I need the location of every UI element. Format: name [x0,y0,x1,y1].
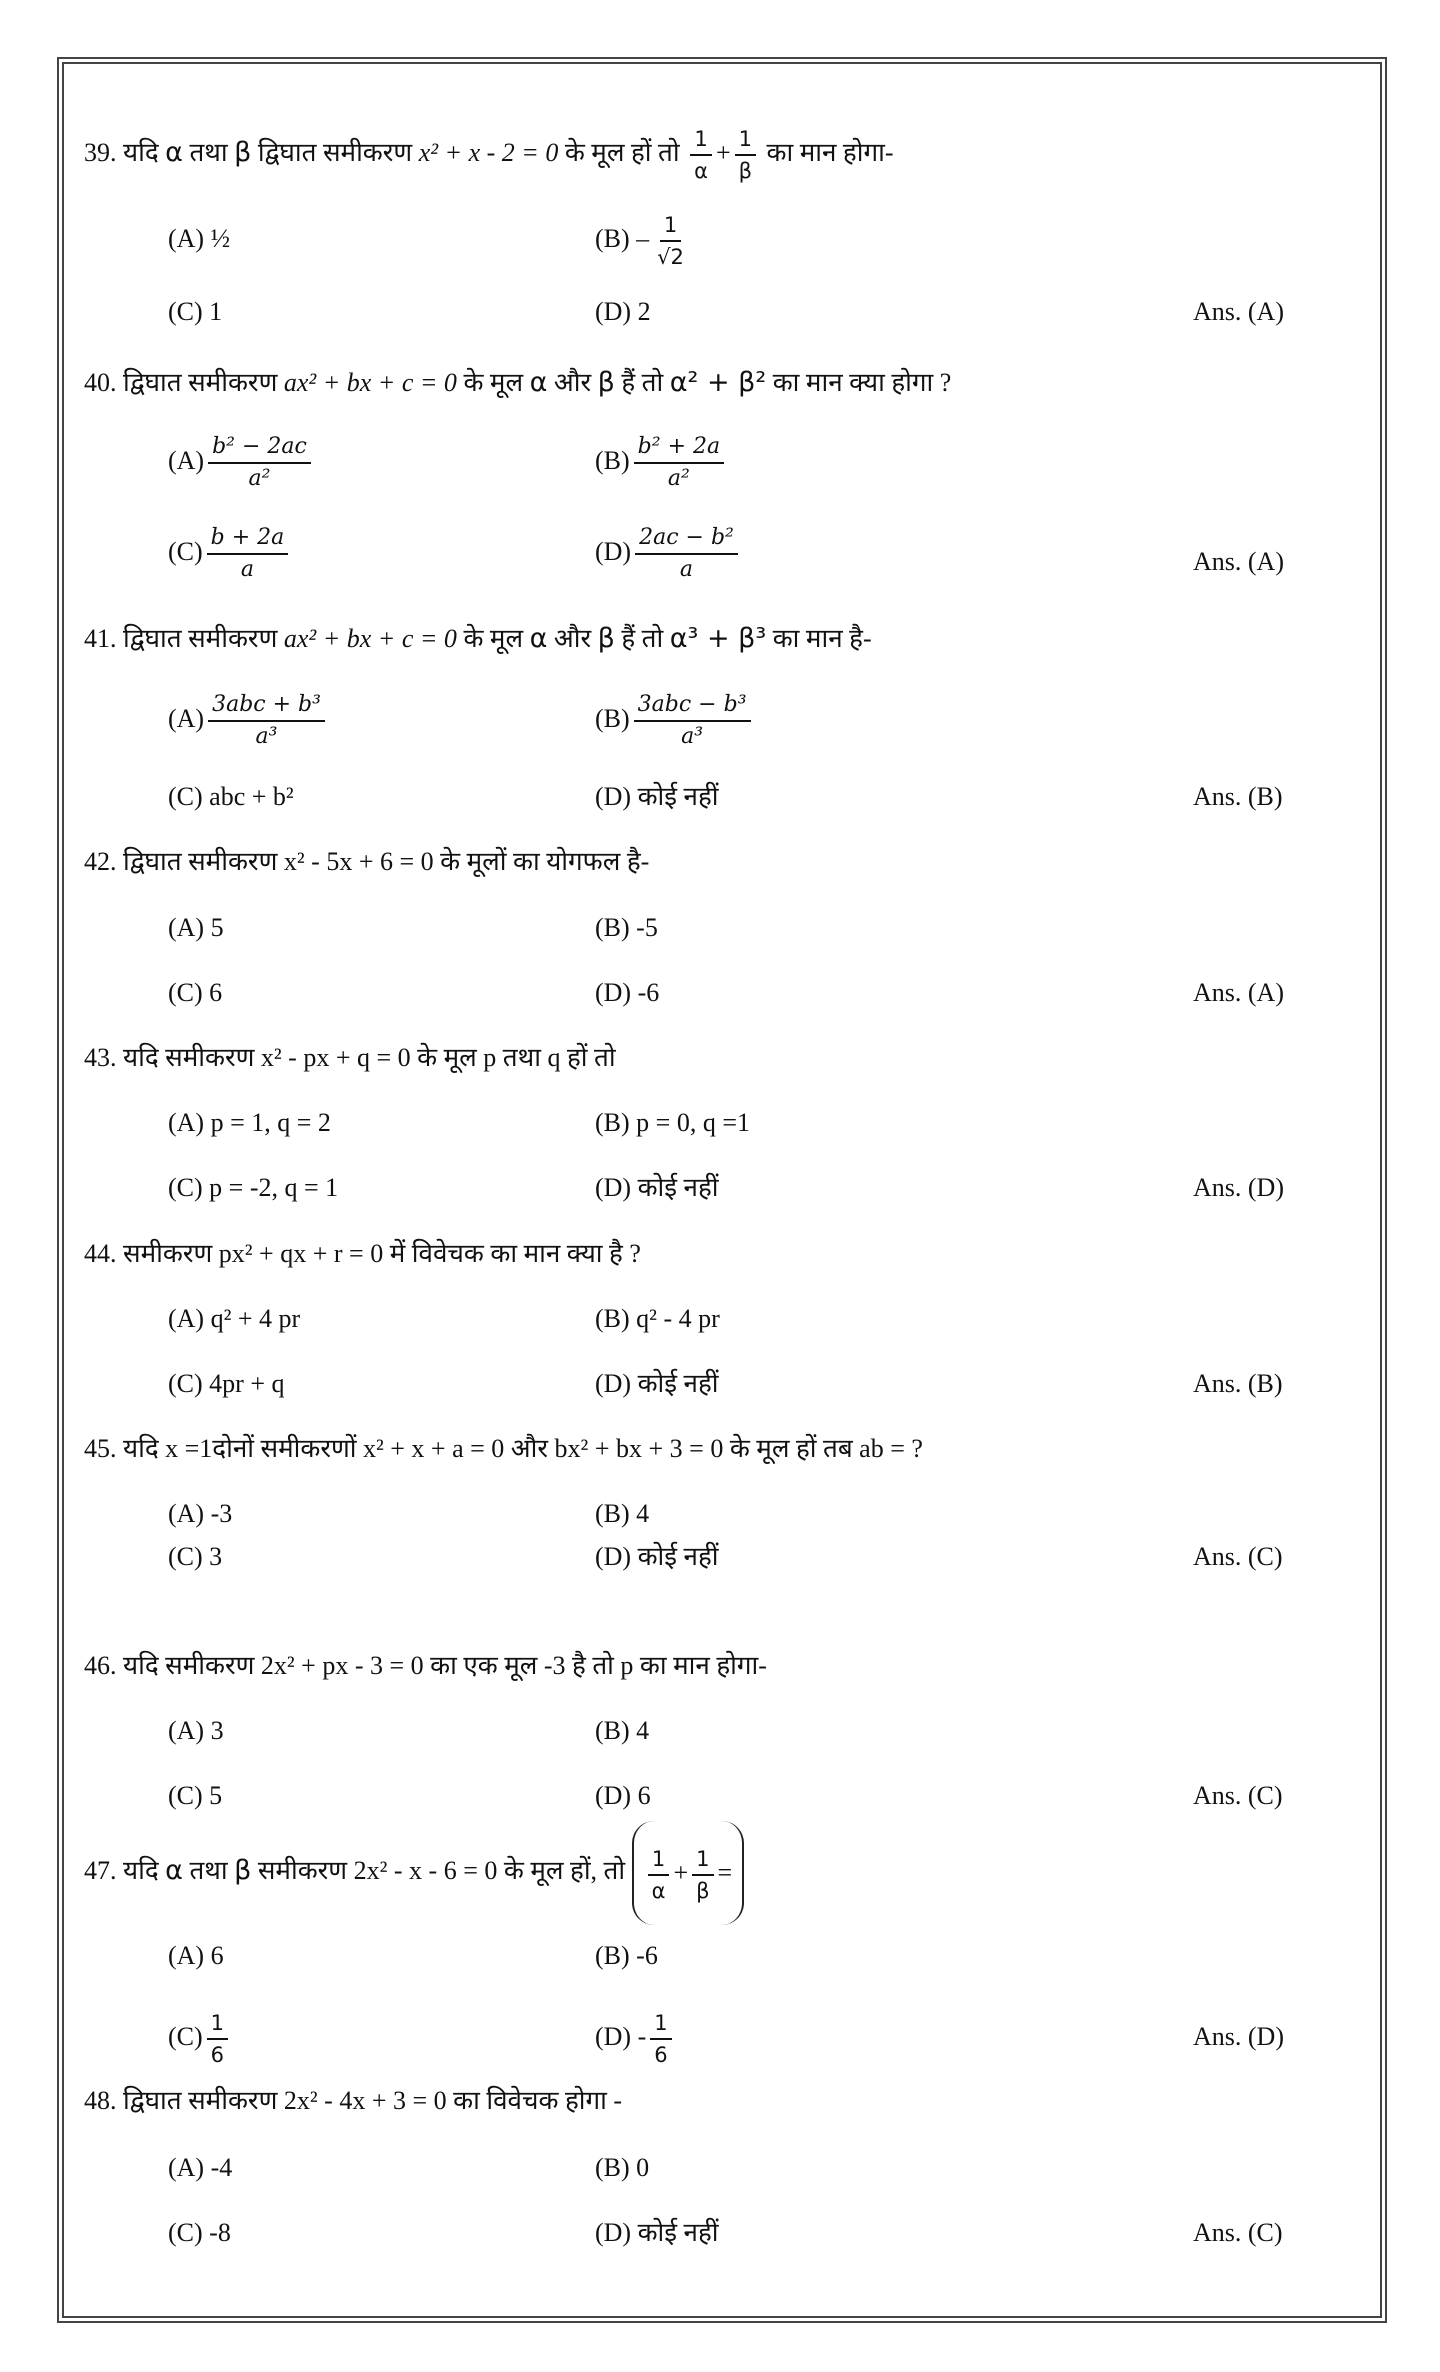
fraction: $\frac{1}{\alpha}$ [648,1846,670,1904]
parenthesized-expression: $\frac{1}{\alpha}$ + $\frac{1}{\beta}$ = [632,1821,745,1925]
question-text: यदि [123,1856,159,1885]
option-d: (D) - $\frac{1}{6}$ [595,2010,676,2068]
question-number: 44. [84,1239,117,1268]
beta-symbol: β [597,367,615,398]
question-number: 42. [84,847,117,876]
option-c: (C) 6 [168,978,223,1007]
fraction: $\frac{1}{√2}$ [657,213,684,269]
option-a: (A) $\frac{\text{3abc + b³}}{\text{a³}}$ [168,692,329,750]
question-text: यदि समीकरण x² - px + q = 0 के मूल p तथा q हों तो [123,1043,616,1072]
question-text: यदि [123,137,159,167]
question-46 [84,1649,767,1683]
option-d: (D) 6 [595,1781,651,1810]
answer-label: Ans. (A) [1193,297,1284,326]
option-b: (B) 0 [595,2153,650,2182]
option-c: (C) 1 [168,297,223,326]
fraction: $\frac{1}{\beta}$ [692,1846,713,1904]
option-b: (B) -5 [595,913,658,942]
alpha-symbol: α [529,623,548,654]
option-d: (D) कोई नहीं [595,782,719,811]
fraction: $\frac{1}{\beta}$ [735,126,756,184]
option-a: (A) ½ [168,224,231,253]
option-c: (C) $\frac{b + 2a}{a}$ [168,525,292,583]
question-text: के मूल [463,368,524,397]
option-c: (C) -8 [168,2218,231,2247]
fraction: $\frac{\text{2ac − b²}}{a}$ [635,525,738,583]
option-b: (B) 4 [595,1716,650,1745]
question-40 [84,366,951,400]
option-b: (B) $\frac{\text{b² + 2a}}{\text{a²}}$ [595,434,728,492]
option-a: (A) 5 [168,913,224,942]
fraction: $\frac{1}{6}$ [650,2010,671,2068]
alpha-symbol: α [165,1855,183,1886]
question-text: समीकरण 2x² - x - 6 = 0 के मूल हों, तो [257,1856,626,1885]
question-text: तथा [189,1856,228,1885]
option-b: (B) p = 0, q =1 [595,1108,750,1137]
option-a: (A) -3 [168,1499,233,1528]
option-c: (C) 3 [168,1542,223,1571]
expression: α² + β² [669,367,767,398]
question-text: तथा [189,137,228,167]
question-number: 41. [84,624,117,653]
fraction: $\frac{\text{b² + 2a}}{\text{a²}}$ [634,434,724,492]
option-a: (A) p = 1, q = 2 [168,1108,331,1137]
answer-label: Ans. (B) [1193,1369,1283,1398]
fraction: $\frac{\text{3abc − b³}}{\text{a³}}$ [634,692,751,750]
option-b: (B) -6 [595,1941,658,1970]
question-text: का मान क्या होगा ? [772,368,952,397]
question-text: द्विघात समीकरण [123,624,278,653]
beta-symbol: β [234,136,252,168]
question-number: 48. [84,2086,117,2115]
question-number: 46. [84,1651,117,1680]
fraction: $\frac{1}{\alpha}$ [690,126,712,184]
fraction: $\frac{1}{6}$ [207,2010,228,2068]
option-a: (A) 6 [168,1941,224,1970]
option-c: (C) 5 [168,1781,223,1810]
option-d: (D) कोई नहीं [595,1173,719,1202]
option-d: (D) $\frac{\text{2ac − b²}}{a}$ [595,525,742,583]
question-text: के मूल हों तो [564,137,680,167]
question-text: यदि x =1दोनों समीकरणों x² + x + a = 0 और bx² + bx + 3 = 0 के मूल हों तब ab = ? [123,1434,923,1463]
question-41 [84,622,872,656]
answer-label: Ans. (C) [1193,2218,1283,2247]
answer-label: Ans. (A) [1193,978,1284,1007]
question-text: का मान है- [772,624,872,653]
alpha-symbol: α [529,367,548,398]
question-text: समीकरण px² + qx + r = 0 में विवेचक का मान क्या है ? [123,1239,641,1268]
plus-sign: + [715,137,731,167]
question-text: और [553,624,592,653]
option-c: (C) abc + b² [168,782,294,811]
question-text: द्विघात समीकरण 2x² - 4x + 3 = 0 का विवेचक होगा - [123,2086,623,2115]
question-number: 47. [84,1856,117,1885]
question-42 [84,845,649,879]
question-45 [84,1432,923,1466]
question-number: 43. [84,1043,117,1072]
question-text: के मूल [463,624,524,653]
answer-label: Ans. (C) [1193,1781,1283,1810]
option-b: (B) – $\frac{1}{√2}$ [595,212,692,270]
question-47 [84,1817,744,1925]
option-a: (A) q² + 4 pr [168,1304,301,1333]
question-text: द्विघात समीकरण x² - 5x + 6 = 0 के मूलों का योगफल है- [123,847,650,876]
question-number: 40. [84,368,117,397]
question-text: का मान होगा- [766,137,894,167]
option-a: (A) $\frac{\text{b² − 2ac}}{\text{a²}}$ [168,434,315,492]
question-44 [84,1237,641,1271]
option-d: (D) कोई नहीं [595,1369,719,1398]
answer-label: Ans. (D) [1193,1173,1284,1202]
option-c: (C) p = -2, q = 1 [168,1173,339,1202]
option-c: (C) 4pr + q [168,1369,285,1398]
option-b: (B) 4 [595,1499,650,1528]
option-d: (D) कोई नहीं [595,2218,719,2247]
fraction: $\frac{b + 2a}{a}$ [207,525,289,583]
option-d: (D) -6 [595,978,660,1007]
fraction: $\frac{\text{b² − 2ac}}{\text{a²}}$ [208,434,311,492]
question-text: यदि समीकरण 2x² + px - 3 = 0 का एक मूल -3 है तो p का मान होगा- [123,1651,767,1680]
question-text: द्विघात समीकरण [257,137,413,167]
question-text: हैं तो [621,368,664,397]
expression: α³ + β³ [669,623,767,654]
option-d: (D) 2 [595,297,651,326]
equation: ax² + bx + c = 0 [283,368,457,397]
answer-label: Ans. (C) [1193,1542,1283,1571]
beta-symbol: β [234,1855,252,1886]
fraction: $\frac{\text{3abc + b³}}{\text{a³}}$ [208,692,325,750]
question-number: 45. [84,1434,117,1463]
answer-label: Ans. (B) [1193,782,1283,811]
answer-label: Ans. (A) [1193,547,1284,576]
option-a: (A) 3 [168,1716,224,1745]
question-39 [84,126,894,184]
question-text: और [553,368,592,397]
question-48 [84,2084,622,2118]
option-b: (B) q² - 4 pr [595,1304,720,1333]
beta-symbol: β [597,623,615,654]
option-c: (C) $\frac{1}{6}$ [168,2010,232,2068]
answer-label: Ans. (D) [1193,2022,1284,2051]
option-d: (D) कोई नहीं [595,1542,719,1571]
question-43 [84,1041,616,1075]
equation: ax² + bx + c = 0 [283,624,457,653]
question-text: द्विघात समीकरण [123,368,278,397]
question-text: हैं तो [621,624,664,653]
option-a: (A) -4 [168,2153,233,2182]
question-number: 39. [84,137,117,167]
equation: x² + x - 2 = 0 [418,137,559,167]
alpha-symbol: α [165,136,183,168]
option-b: (B) $\frac{\text{3abc − b³}}{\text{a³}}$ [595,692,755,750]
